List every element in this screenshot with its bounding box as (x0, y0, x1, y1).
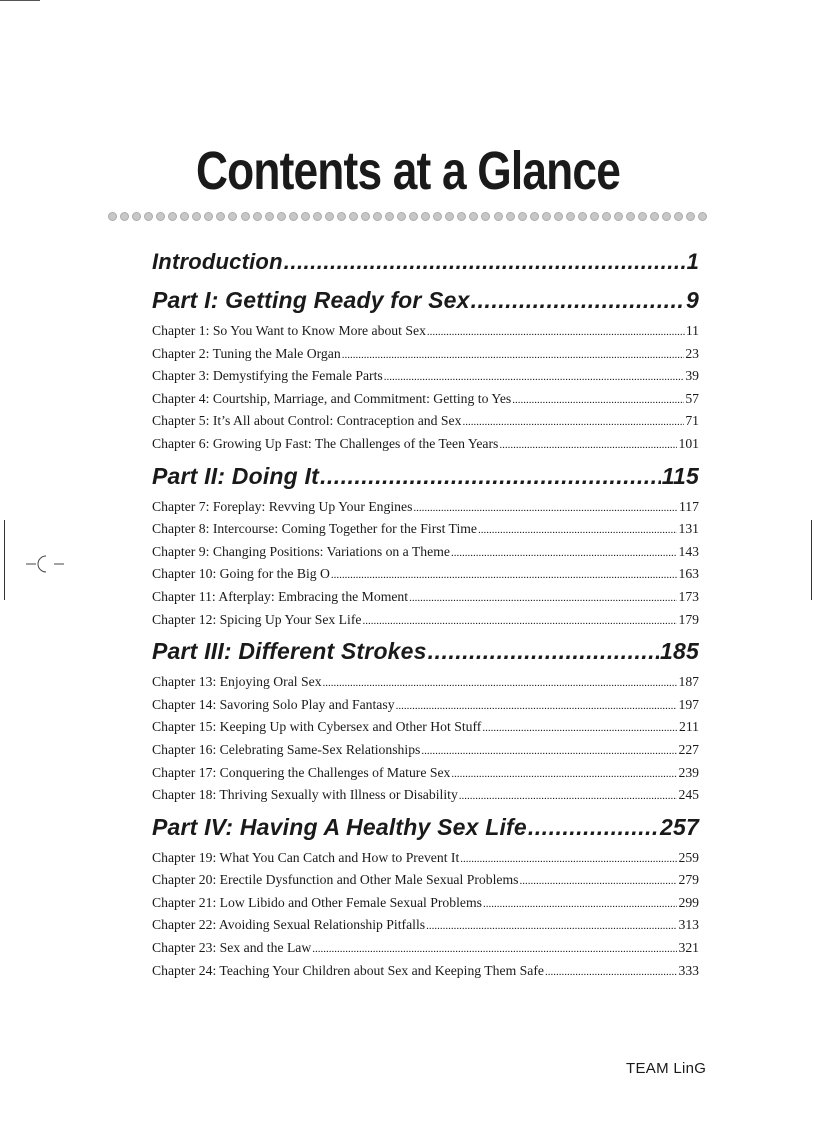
toc-entry-label: Chapter 24: Teaching Your Children about Sex and Keeping Them Safe (152, 962, 544, 978)
toc-chapter-entry[interactable] (152, 960, 699, 983)
toc-chapter-entry[interactable] (152, 388, 699, 411)
divider-dot (253, 212, 262, 221)
toc-entry-label: Chapter 21: Low Libido and Other Female Sexual Problems (152, 894, 482, 910)
toc-entry-label: Chapter 1: So You Want to Know More about Sex (152, 323, 426, 338)
toc-chapter-entry[interactable] (152, 343, 699, 366)
divider-dot (409, 212, 418, 221)
dot-leader (427, 321, 685, 344)
toc-entry-page: 299 (678, 894, 699, 910)
toc-chapter-entry[interactable] (152, 847, 699, 870)
divider-dot (445, 212, 454, 221)
toc-chapter-entry[interactable] (152, 892, 699, 915)
toc-entry-page: 101 (678, 435, 699, 451)
toc-entry-page: 11 (685, 323, 699, 338)
toc-part-heading[interactable] (152, 280, 699, 320)
crop-mark-right (811, 520, 812, 600)
divider-dot (542, 212, 551, 221)
toc-entry-label: Introduction (152, 249, 283, 274)
toc-entry-label: Chapter 12: Spicing Up Your Sex Life (152, 611, 362, 627)
dot-leader (483, 893, 678, 916)
divider-dot (638, 212, 647, 221)
toc-entry-label: Part II: Doing It (152, 462, 319, 489)
table-of-contents (152, 244, 699, 982)
toc-chapter-entry[interactable] (152, 671, 699, 694)
divider-dot (698, 212, 707, 221)
divider-dot (241, 212, 250, 221)
toc-entry-page: 245 (678, 787, 699, 803)
page-title: Contents at a Glance (195, 141, 621, 201)
toc-entry-label: Chapter 22: Avoiding Sexual Relationship Pitfalls (152, 917, 426, 933)
toc-chapter-entry[interactable] (152, 496, 699, 519)
divider-dot (518, 212, 527, 221)
toc-entry-page: 57 (685, 390, 699, 406)
dot-leader (384, 366, 685, 389)
toc-chapter-entry[interactable] (152, 518, 699, 541)
divider-dot (397, 212, 406, 221)
toc-entry-page: 227 (678, 741, 699, 757)
toc-entry-label: Chapter 18: Thriving Sexually with Illness or Disability (152, 787, 458, 803)
toc-entry-page: 39 (685, 368, 699, 384)
divider-dot (228, 212, 237, 221)
divider-dot (301, 212, 310, 221)
divider-dot (216, 212, 225, 221)
divider-dot (686, 212, 695, 221)
dot-leader (312, 938, 677, 961)
divider-dot (168, 212, 177, 221)
divider-dot (192, 212, 201, 221)
toc-entry-page: 239 (678, 764, 699, 780)
divider-dot (614, 212, 623, 221)
toc-chapter-entry[interactable] (152, 586, 699, 609)
divider-dot (385, 212, 394, 221)
dot-leader (426, 915, 677, 938)
dot-leader (331, 564, 678, 587)
toc-entry-page: 173 (678, 588, 699, 604)
crop-mark-top (0, 0, 40, 1)
toc-entry-label: Part IV: Having A Healthy Sex Life (152, 813, 527, 840)
toc-chapter-entry[interactable] (152, 433, 699, 456)
footer-watermark: TEAM LinG (626, 1060, 707, 1077)
toc-entry-label: Chapter 8: Intercourse: Coming Together for the First Time (152, 521, 477, 537)
toc-entry-label: Chapter 6: Growing Up Fast: The Challenges of the Teen Years (152, 435, 499, 451)
toc-part-heading[interactable] (152, 631, 699, 671)
toc-entry-page: 143 (678, 543, 699, 559)
toc-entry-page: 197 (678, 696, 699, 712)
divider-dot (337, 212, 346, 221)
toc-chapter-entry[interactable] (152, 694, 699, 717)
toc-chapter-entry[interactable] (152, 365, 699, 388)
toc-entry-label: Chapter 23: Sex and the Law (152, 940, 312, 956)
dot-leader (519, 870, 677, 893)
divider-dot (289, 212, 298, 221)
divider-dot (506, 212, 515, 221)
divider-dot (494, 212, 503, 221)
toc-entry-label: Chapter 15: Keeping Up with Cybersex and Other Hot Stuff (152, 719, 482, 735)
divider-dot (277, 212, 286, 221)
divider-dot (590, 212, 599, 221)
toc-entry-label: Chapter 5: It’s All about Control: Contraception and Sex (152, 413, 462, 429)
dot-leader (323, 672, 678, 695)
toc-entry-page: 321 (678, 940, 699, 956)
divider-dot (457, 212, 466, 221)
dot-leader (482, 717, 678, 740)
dot-leader (451, 542, 678, 565)
dot-leader (342, 344, 685, 367)
divider-dot (325, 212, 334, 221)
toc-chapter-entry[interactable] (152, 937, 699, 960)
divider-dot (578, 212, 587, 221)
dot-leader (478, 519, 678, 542)
toc-part-heading[interactable] (152, 807, 699, 847)
toc-entry-page: 313 (678, 917, 699, 933)
toc-entry-page: 279 (678, 872, 699, 888)
toc-entry-page: 185 (660, 638, 699, 665)
divider-dot (469, 212, 478, 221)
toc-entry-label: Chapter 10: Going for the Big O (152, 566, 330, 582)
toc-part-heading[interactable] (152, 456, 699, 496)
toc-entry-label: Chapter 7: Foreplay: Revving Up Your Engines (152, 498, 413, 514)
toc-entry-page: 115 (661, 462, 699, 489)
dot-leader (409, 587, 677, 610)
registration-mark-icon (26, 552, 66, 576)
toc-chapter-entry[interactable] (152, 320, 699, 343)
toc-entry-page: 211 (678, 719, 699, 735)
divider-dot (132, 212, 141, 221)
toc-entry-page: 131 (678, 521, 699, 537)
toc-entry-page: 257 (660, 813, 699, 840)
divider-dot (313, 212, 322, 221)
toc-chapter-entry[interactable] (152, 914, 699, 937)
divider-dot (373, 212, 382, 221)
dot-leader (362, 610, 677, 633)
divider-dot (530, 212, 539, 221)
toc-entry-page: 1 (686, 249, 699, 274)
dot-leader (396, 695, 678, 718)
divider-dot (662, 212, 671, 221)
divider-dot (349, 212, 358, 221)
divider-dot (156, 212, 165, 221)
toc-entry-label: Chapter 9: Changing Positions: Variations on a Theme (152, 543, 450, 559)
toc-chapter-entry[interactable] (152, 563, 699, 586)
toc-chapter-entry[interactable] (152, 784, 699, 807)
divider-dot (120, 212, 129, 221)
toc-entry-label: Part III: Different Strokes (152, 638, 427, 665)
dot-leader (428, 631, 659, 671)
crop-mark-left (4, 520, 5, 600)
toc-entry-page: 23 (685, 345, 699, 361)
toc-entry-label: Chapter 20: Erectile Dysfunction and Other Male Sexual Problems (152, 872, 519, 888)
toc-entry-label: Chapter 3: Demystifying the Female Parts (152, 368, 383, 384)
divider-dot (144, 212, 153, 221)
divider-dot (180, 212, 189, 221)
toc-chapter-entry[interactable] (152, 541, 699, 564)
dot-leader (284, 244, 686, 280)
dot-leader (459, 785, 678, 808)
divider-dot (566, 212, 575, 221)
dot-leader (460, 848, 677, 871)
divider-dot (204, 212, 213, 221)
divider-dot (650, 212, 659, 221)
dot-leader (512, 389, 684, 412)
toc-chapter-entry[interactable] (152, 609, 699, 632)
toc-entry-label: Chapter 16: Celebrating Same-Sex Relationships (152, 741, 421, 757)
dot-leader (451, 763, 677, 786)
toc-chapter-entry[interactable] (152, 410, 699, 433)
toc-entry-page: 333 (678, 962, 699, 978)
divider-dot (626, 212, 635, 221)
toc-entry-page: 259 (678, 849, 699, 865)
divider-dot (361, 212, 370, 221)
dotted-divider (108, 209, 708, 223)
toc-chapter-entry[interactable] (152, 739, 699, 762)
divider-dot (421, 212, 430, 221)
divider-dot (433, 212, 442, 221)
toc-entry-page: 71 (685, 413, 699, 429)
divider-dot (674, 212, 683, 221)
dot-leader (528, 807, 659, 847)
toc-entry-label: Part I: Getting Ready for Sex (152, 287, 470, 313)
toc-entry-label: Chapter 19: What You Can Catch and How to Prevent It (152, 849, 460, 865)
toc-intro[interactable] (152, 244, 699, 280)
dot-leader (413, 497, 678, 520)
toc-entry-page: 117 (678, 498, 699, 514)
dot-leader (462, 411, 684, 434)
toc-entry-page: 187 (678, 674, 699, 690)
dot-leader (499, 434, 677, 457)
toc-entry-page: 163 (678, 566, 699, 582)
divider-dot (481, 212, 490, 221)
divider-dot (554, 212, 563, 221)
toc-entry-label: Chapter 11: Afterplay: Embracing the Moment (152, 588, 409, 604)
toc-entry-label: Chapter 17: Conquering the Challenges of Mature Sex (152, 764, 451, 780)
divider-dot (602, 212, 611, 221)
toc-entry-page: 179 (678, 611, 699, 627)
divider-dot (108, 212, 117, 221)
dot-leader (545, 961, 677, 984)
toc-entry-page: 9 (686, 287, 699, 313)
toc-chapter-entry[interactable] (152, 716, 699, 739)
dot-leader (320, 456, 661, 496)
dot-leader (421, 740, 677, 763)
toc-chapter-entry[interactable] (152, 869, 699, 892)
divider-dot (265, 212, 274, 221)
toc-entry-label: Chapter 14: Savoring Solo Play and Fantasy (152, 696, 395, 712)
toc-entry-label: Chapter 4: Courtship, Marriage, and Commitment: Getting to Yes (152, 390, 512, 406)
toc-entry-label: Chapter 13: Enjoying Oral Sex (152, 674, 322, 690)
toc-entry-label: Chapter 2: Tuning the Male Organ (152, 345, 341, 361)
toc-chapter-entry[interactable] (152, 762, 699, 785)
dot-leader (471, 280, 685, 320)
